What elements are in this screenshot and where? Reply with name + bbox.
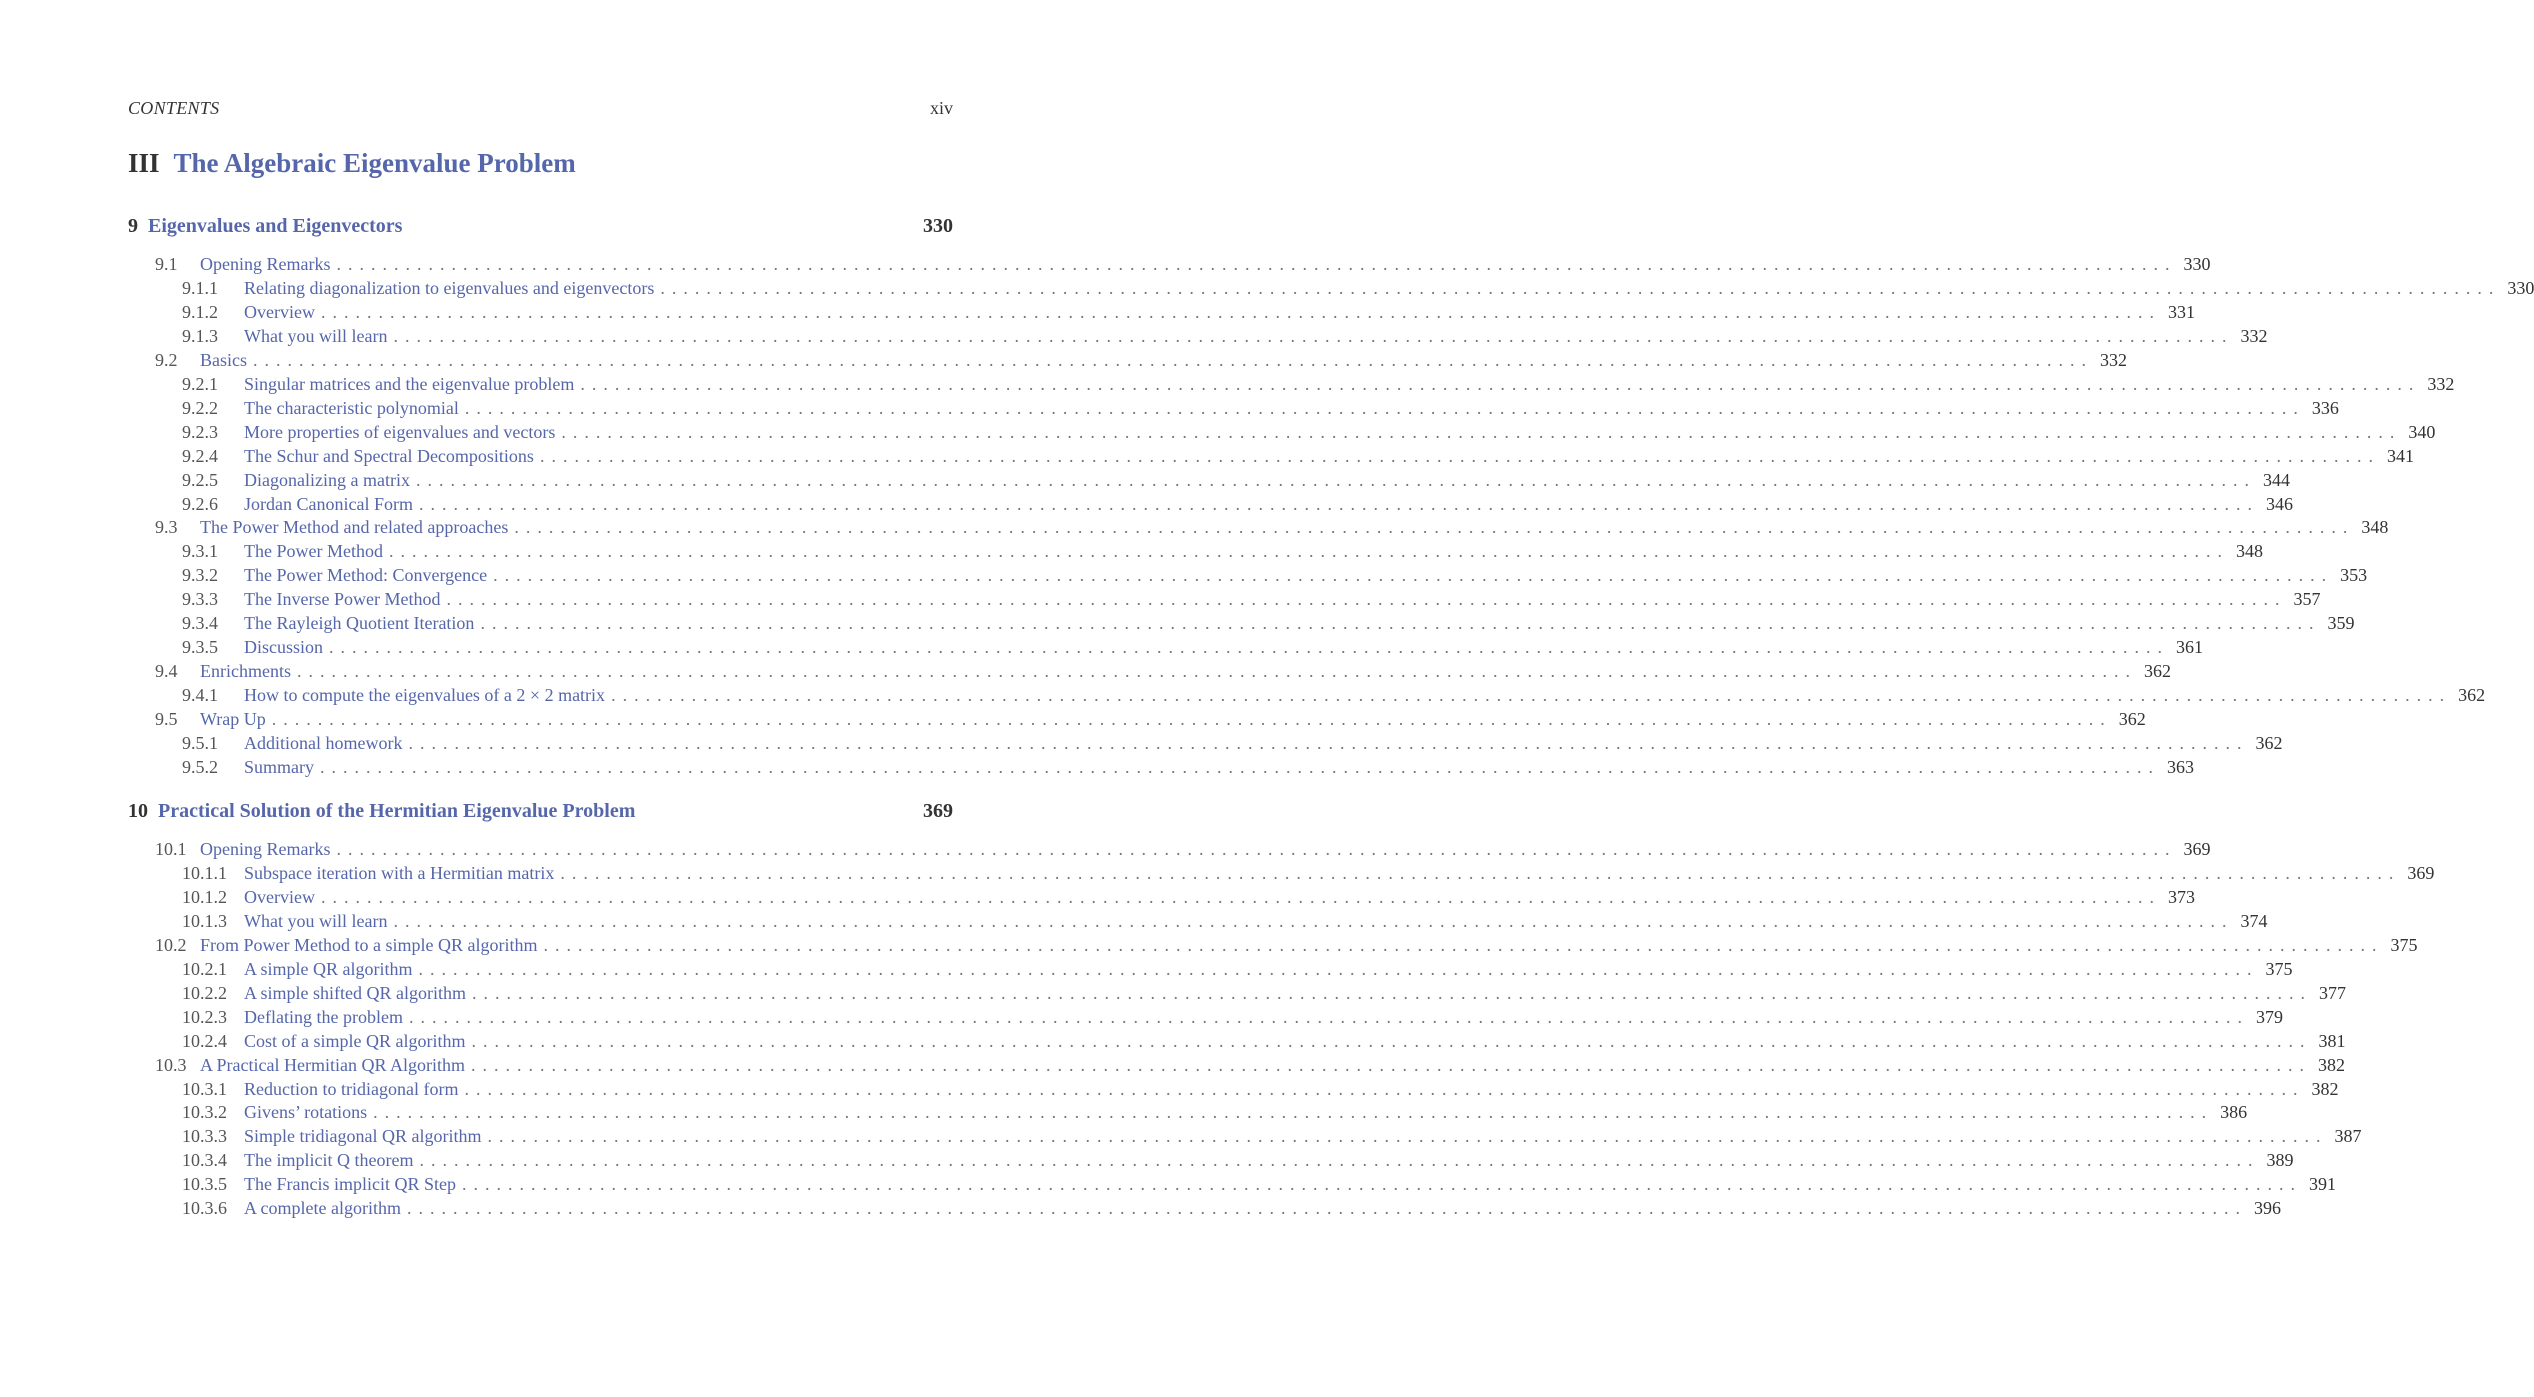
- entry-title-link[interactable]: Discussion: [244, 637, 324, 657]
- entry-page: 386: [2220, 1102, 2248, 1122]
- entry-title-link[interactable]: Subspace iteration with a Hermitian matrix: [244, 863, 555, 883]
- entry-title-link[interactable]: The Power Method: [244, 541, 383, 561]
- entry-page: 332: [2427, 374, 2455, 394]
- part-number: III: [128, 148, 160, 178]
- entry-page: 336: [2311, 398, 2339, 418]
- entry-number: 9.3.2: [182, 565, 218, 585]
- leader-dots: ................................................................................................................................................................: [493, 565, 2334, 585]
- entry-title-link[interactable]: Givens’ rotations: [244, 1102, 368, 1122]
- entry-title-link[interactable]: The Power Method and related approaches: [200, 517, 509, 537]
- entry-title-link[interactable]: Deflating the problem: [244, 1007, 403, 1027]
- entry-number: 9.2.1: [182, 374, 218, 394]
- leader-dots: ................................................................................................................................................................: [253, 350, 2093, 370]
- toc-subsection-entry[interactable]: [182, 957, 2293, 981]
- entry-number: 10.1.2: [182, 887, 227, 907]
- chapter-heading[interactable]: [128, 215, 953, 241]
- entry-number: 10.1.3: [182, 911, 227, 931]
- entry-number: 9.5.1: [182, 733, 218, 753]
- chapter-title-link[interactable]: Practical Solution of the Hermitian Eigenvalue Problem: [158, 800, 636, 822]
- entry-number: 9.5.2: [182, 757, 218, 777]
- entry-title-link[interactable]: How to compute the eigenvalues of a 2 × 2 matrix: [244, 685, 606, 705]
- entry-title-link[interactable]: The implicit Q theorem: [244, 1150, 414, 1170]
- entry-page: 361: [2176, 637, 2204, 657]
- entry-number: 9.2.6: [182, 494, 218, 514]
- leader-dots: ................................................................................................................................................................: [393, 911, 2234, 931]
- entry-page: 362: [2458, 685, 2486, 705]
- leader-dots: ................................................................................................................................................................: [539, 446, 2380, 466]
- entry-title-link[interactable]: The characteristic polynomial: [244, 398, 459, 418]
- chapter-number: 10: [128, 800, 148, 822]
- entry-number: 10.2.4: [182, 1031, 227, 1051]
- entry-number: 9.3.3: [182, 589, 218, 609]
- leader-dots: ................................................................................................................................................................: [408, 1007, 2249, 1027]
- entry-page: 391: [2308, 1174, 2336, 1194]
- entry-number: 10.1.1: [182, 863, 227, 883]
- entry-number: 10.2.1: [182, 959, 227, 979]
- entry-page: 369: [2183, 839, 2211, 859]
- toc-section-entry[interactable]: [155, 707, 2146, 731]
- entry-title-link[interactable]: A Practical Hermitian QR Algorithm: [200, 1055, 465, 1075]
- toc-subsection-entry[interactable]: [182, 909, 2268, 933]
- toc-subsection-entry[interactable]: [182, 683, 2486, 707]
- entry-title-link[interactable]: A simple shifted QR algorithm: [244, 983, 466, 1003]
- entry-page: 374: [2240, 911, 2268, 931]
- entry-number: 10.3.1: [182, 1079, 227, 1099]
- entry-page: 330: [2183, 254, 2211, 274]
- entry-title-link[interactable]: Overview: [244, 302, 315, 322]
- toc-subsection-entry[interactable]: [182, 611, 2355, 635]
- leader-dots: ................................................................................................................................................................: [480, 613, 2321, 633]
- toc-subsection-entry[interactable]: [182, 981, 2346, 1005]
- entry-title-link[interactable]: Jordan Canonical Form: [244, 494, 413, 514]
- entry-page: 396: [2253, 1198, 2281, 1218]
- entry-number: 9.3.5: [182, 637, 218, 657]
- leader-dots: ................................................................................................................................................................: [487, 1126, 2328, 1146]
- leader-dots: ................................................................................................................................................................: [561, 422, 2402, 442]
- toc-section-entry[interactable]: [155, 348, 2127, 372]
- toc-subsection-entry[interactable]: [182, 276, 2534, 300]
- leader-dots: ................................................................................................................................................................: [470, 1055, 2311, 1075]
- entry-number: 10.2.2: [182, 983, 227, 1003]
- entry-page: 369: [2407, 863, 2435, 883]
- leader-dots: ................................................................................................................................................................: [336, 839, 2177, 859]
- leader-dots: ................................................................................................................................................................: [560, 863, 2401, 883]
- entry-title-link[interactable]: Enrichments: [200, 661, 291, 681]
- entry-number: 10.3.6: [182, 1198, 227, 1218]
- entry-title-link[interactable]: Wrap Up: [200, 709, 266, 729]
- entry-number: 10.2: [155, 935, 187, 955]
- entry-title-link[interactable]: What you will learn: [244, 326, 388, 346]
- leader-dots: ................................................................................................................................................................: [296, 661, 2137, 681]
- entry-number: 9.5: [155, 709, 178, 729]
- entry-title-link[interactable]: Additional homework: [244, 733, 403, 753]
- toc-subsection-entry[interactable]: [182, 468, 2290, 492]
- running-head: CONTENTS: [128, 98, 220, 118]
- leader-dots: ................................................................................................................................................................: [543, 935, 2384, 955]
- toc-subsection-entry[interactable]: [182, 324, 2268, 348]
- leader-dots: ................................................................................................................................................................: [388, 541, 2229, 561]
- entry-number: 9.1.2: [182, 302, 218, 322]
- entry-page: 357: [2293, 589, 2321, 609]
- entry-page: 340: [2408, 422, 2436, 442]
- entry-page: 359: [2327, 613, 2355, 633]
- leader-dots: ................................................................................................................................................................: [464, 398, 2305, 418]
- entry-title-link[interactable]: Relating diagonalization to eigenvalues and eigenvectors: [244, 278, 655, 298]
- toc-subsection-entry[interactable]: [182, 1077, 2339, 1101]
- entry-page: 379: [2255, 1007, 2283, 1027]
- entry-page: 362: [2143, 661, 2171, 681]
- chapter-number: 9: [128, 215, 138, 237]
- entry-page: 375: [2265, 959, 2293, 979]
- entry-page: 375: [2390, 935, 2418, 955]
- entry-number: 9.1.3: [182, 326, 218, 346]
- entry-title-link[interactable]: Cost of a simple QR algorithm: [244, 1031, 466, 1051]
- entry-number: 9.2.4: [182, 446, 218, 466]
- toc-subsection-entry[interactable]: [182, 731, 2283, 755]
- part-title-link[interactable]: The Algebraic Eigenvalue Problem: [173, 148, 576, 178]
- entry-title-link[interactable]: Overview: [244, 887, 315, 907]
- toc-subsection-entry[interactable]: [182, 861, 2435, 885]
- leader-dots: ................................................................................................................................................................: [393, 326, 2234, 346]
- entry-page: 346: [2265, 494, 2293, 514]
- leader-dots: ................................................................................................................................................................: [415, 470, 2256, 490]
- leader-dots: ................................................................................................................................................................: [464, 1079, 2305, 1099]
- entry-number: 10.1: [155, 839, 187, 859]
- leader-dots: ................................................................................................................................................................: [419, 1150, 2260, 1170]
- toc-subsection-entry[interactable]: [182, 396, 2339, 420]
- toc-subsection-entry[interactable]: [182, 1148, 2294, 1172]
- toc-section-entry[interactable]: [155, 837, 2211, 861]
- leader-dots: ................................................................................................................................................................: [461, 1174, 2302, 1194]
- chapter-page: 369: [923, 800, 953, 822]
- toc-subsection-entry[interactable]: [182, 1172, 2336, 1196]
- leader-dots: ................................................................................................................................................................: [660, 278, 2501, 298]
- entry-number: 10.3.3: [182, 1126, 227, 1146]
- entry-title-link[interactable]: A simple QR algorithm: [244, 959, 413, 979]
- entry-page: 332: [2100, 350, 2127, 370]
- entry-number: 9.2: [155, 350, 178, 370]
- entry-number: 10.2.3: [182, 1007, 227, 1027]
- entry-page: 353: [2340, 565, 2368, 585]
- entry-title-link[interactable]: Basics: [200, 350, 247, 370]
- entry-number: 9.1: [155, 254, 178, 274]
- entry-page: 382: [2311, 1079, 2339, 1099]
- entry-number: 9.3.1: [182, 541, 218, 561]
- entry-title-link[interactable]: Opening Remarks: [200, 839, 331, 859]
- entry-page: 331: [2167, 302, 2195, 322]
- leader-dots: ................................................................................................................................................................: [336, 254, 2177, 274]
- entry-page: 348: [2361, 517, 2389, 537]
- toc-subsection-entry[interactable]: [182, 372, 2455, 396]
- leader-dots: ................................................................................................................................................................: [472, 983, 2312, 1003]
- toc-subsection-entry[interactable]: [182, 444, 2414, 468]
- toc-section-entry[interactable]: [155, 515, 2389, 539]
- leader-dots: ................................................................................................................................................................: [418, 959, 2259, 979]
- entry-number: 10.3.5: [182, 1174, 227, 1194]
- leader-dots: ................................................................................................................................................................: [611, 685, 2452, 705]
- entry-number: 9.1.1: [182, 278, 218, 298]
- entry-number: 9.3: [155, 517, 178, 537]
- entry-title-link[interactable]: The Schur and Spectral Decompositions: [244, 446, 534, 466]
- toc-subsection-entry[interactable]: [182, 300, 2195, 324]
- entry-page: 381: [2318, 1031, 2346, 1051]
- leader-dots: ................................................................................................................................................................: [471, 1031, 2312, 1051]
- leader-dots: ................................................................................................................................................................: [320, 757, 2160, 777]
- toc-section-entry[interactable]: [155, 933, 2418, 957]
- toc-subsection-entry[interactable]: [182, 420, 2436, 444]
- toc-subsection-entry[interactable]: [182, 492, 2293, 516]
- entry-page: 344: [2262, 470, 2290, 490]
- page-number: xiv: [929, 98, 953, 118]
- entry-page: 382: [2317, 1055, 2345, 1075]
- chapter-title-link[interactable]: Eigenvalues and Eigenvectors: [148, 215, 403, 237]
- toc-subsection-entry[interactable]: [182, 755, 2194, 779]
- leader-dots: ................................................................................................................................................................: [580, 374, 2421, 394]
- entry-page: 389: [2266, 1150, 2294, 1170]
- entry-number: 9.4: [155, 661, 178, 681]
- entry-page: 330: [2507, 278, 2534, 298]
- toc-section-entry[interactable]: [155, 1053, 2345, 1077]
- entry-title-link[interactable]: The Inverse Power Method: [244, 589, 441, 609]
- entry-title-link[interactable]: Reduction to tridiagonal form: [244, 1079, 459, 1099]
- entry-number: 9.2.2: [182, 398, 218, 418]
- toc-subsection-entry[interactable]: [182, 885, 2195, 909]
- entry-number: 9.3.4: [182, 613, 218, 633]
- toc-section-entry[interactable]: [155, 659, 2171, 683]
- entry-number: 10.3: [155, 1055, 187, 1075]
- entry-title-link[interactable]: More properties of eigenvalues and vectors: [244, 422, 556, 442]
- entry-page: 377: [2319, 983, 2346, 1003]
- entry-title-link[interactable]: Simple tridiagonal QR algorithm: [244, 1126, 482, 1146]
- entry-title-link[interactable]: A complete algorithm: [244, 1198, 401, 1218]
- entry-title-link[interactable]: The Francis implicit QR Step: [244, 1174, 456, 1194]
- leader-dots: ................................................................................................................................................................: [418, 494, 2259, 514]
- entry-number: 9.4.1: [182, 685, 218, 705]
- toc-subsection-entry[interactable]: [182, 1005, 2283, 1029]
- toc-subsection-entry[interactable]: [182, 1196, 2281, 1220]
- toc-subsection-entry[interactable]: [182, 563, 2368, 587]
- entry-title-link[interactable]: What you will learn: [244, 911, 388, 931]
- entry-title-link[interactable]: The Power Method: Convergence: [244, 565, 488, 585]
- entry-page: 373: [2167, 887, 2195, 907]
- leader-dots: ................................................................................................................................................................: [408, 733, 2249, 753]
- leader-dots: ................................................................................................................................................................: [406, 1198, 2247, 1218]
- leader-dots: ................................................................................................................................................................: [320, 302, 2161, 322]
- entry-number: 9.2.5: [182, 470, 218, 490]
- toc-subsection-entry[interactable]: [182, 1124, 2362, 1148]
- entry-title-link[interactable]: Opening Remarks: [200, 254, 331, 274]
- entry-page: 362: [2118, 709, 2146, 729]
- toc-subsection-entry[interactable]: [182, 1100, 2248, 1124]
- leader-dots: ................................................................................................................................................................: [514, 517, 2355, 537]
- entry-page: 362: [2255, 733, 2283, 753]
- entry-title-link[interactable]: Singular matrices and the eigenvalue problem: [244, 374, 575, 394]
- part-heading: [128, 148, 576, 179]
- entry-page: 341: [2386, 446, 2414, 466]
- entry-title-link[interactable]: From Power Method to a simple QR algorithm: [200, 935, 538, 955]
- entry-number: 10.3.4: [182, 1150, 227, 1170]
- entry-number: 9.2.3: [182, 422, 218, 442]
- toc-subsection-entry[interactable]: [182, 635, 2204, 659]
- chapter-heading[interactable]: [128, 800, 953, 826]
- leader-dots: ................................................................................................................................................................: [271, 709, 2112, 729]
- toc-section-entry[interactable]: [155, 252, 2211, 276]
- entry-title-link[interactable]: Diagonalizing a matrix: [244, 470, 410, 490]
- chapter-page: 330: [923, 215, 953, 237]
- toc-subsection-entry[interactable]: [182, 587, 2321, 611]
- entry-page: 363: [2167, 757, 2194, 777]
- toc-subsection-entry[interactable]: [182, 1029, 2346, 1053]
- entry-number: 10.3.2: [182, 1102, 227, 1122]
- leader-dots: ................................................................................................................................................................: [373, 1102, 2214, 1122]
- leader-dots: ................................................................................................................................................................: [446, 589, 2287, 609]
- leader-dots: ................................................................................................................................................................: [329, 637, 2170, 657]
- entry-title-link[interactable]: The Rayleigh Quotient Iteration: [244, 613, 475, 633]
- entry-page: 387: [2334, 1126, 2362, 1146]
- entry-page: 348: [2235, 541, 2263, 561]
- toc-subsection-entry[interactable]: [182, 539, 2263, 563]
- entry-title-link[interactable]: Summary: [244, 757, 314, 777]
- leader-dots: ................................................................................................................................................................: [320, 887, 2161, 907]
- entry-page: 332: [2240, 326, 2268, 346]
